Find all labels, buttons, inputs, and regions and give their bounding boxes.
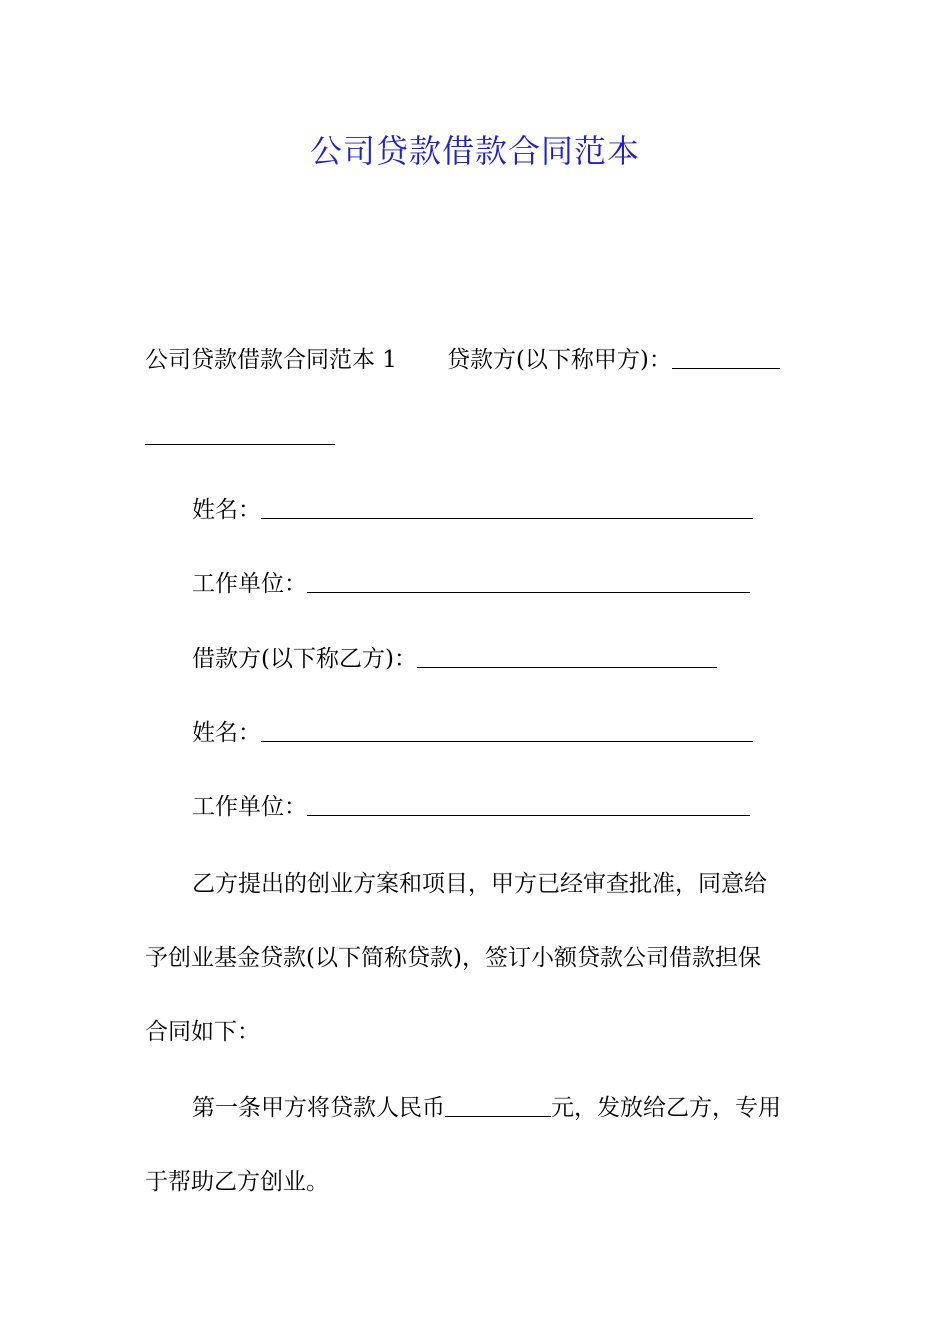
contract-heading: 公司贷款借款合同范本 1: [145, 347, 397, 373]
lender-unit-label: 工作单位：: [192, 571, 307, 597]
borrower-field[interactable]: [417, 666, 717, 668]
article-1-suffix: 元，发放给乙方，专用: [551, 1095, 781, 1121]
lender-name-label: 姓名：: [192, 497, 261, 523]
lender-line: [145, 343, 780, 377]
lender-name-line: [192, 493, 753, 527]
lender-label: 贷款方(以下称甲方)：: [446, 347, 672, 373]
loan-amount-field[interactable]: [445, 1115, 551, 1117]
article-1-line-2: 于帮助乙方创业。: [145, 1169, 329, 1195]
lender-name-field[interactable]: [261, 517, 753, 519]
lender-unit-line: [192, 567, 750, 601]
borrower-label: 借款方(以下称乙方)：: [192, 646, 417, 672]
borrower-name-line: [192, 716, 753, 750]
borrower-name-label: 姓名：: [192, 720, 261, 746]
borrower-name-field[interactable]: [261, 740, 753, 742]
paragraph-1-line-3: 合同如下：: [145, 1019, 260, 1045]
borrower-unit-label: 工作单位：: [192, 794, 307, 820]
borrower-unit-line: [192, 790, 750, 824]
borrower-unit-field[interactable]: [307, 814, 750, 816]
article-1-line-1: [192, 1091, 781, 1125]
article-1-prefix: 第一条甲方将贷款人民币: [192, 1095, 445, 1121]
lender-blank[interactable]: [672, 367, 780, 369]
paragraph-1-line-1: 乙方提出的创业方案和项目，甲方已经审查批准，同意给: [192, 871, 767, 897]
borrower-line: [192, 642, 717, 676]
document-title: 公司贷款借款合同范本: [309, 132, 640, 170]
paragraph-1-line-2: 予创业基金贷款(以下简称贷款)，签订小额贷款公司借款担保: [145, 945, 761, 971]
lender-blank-continuation[interactable]: [145, 444, 335, 445]
lender-unit-field[interactable]: [307, 591, 750, 593]
